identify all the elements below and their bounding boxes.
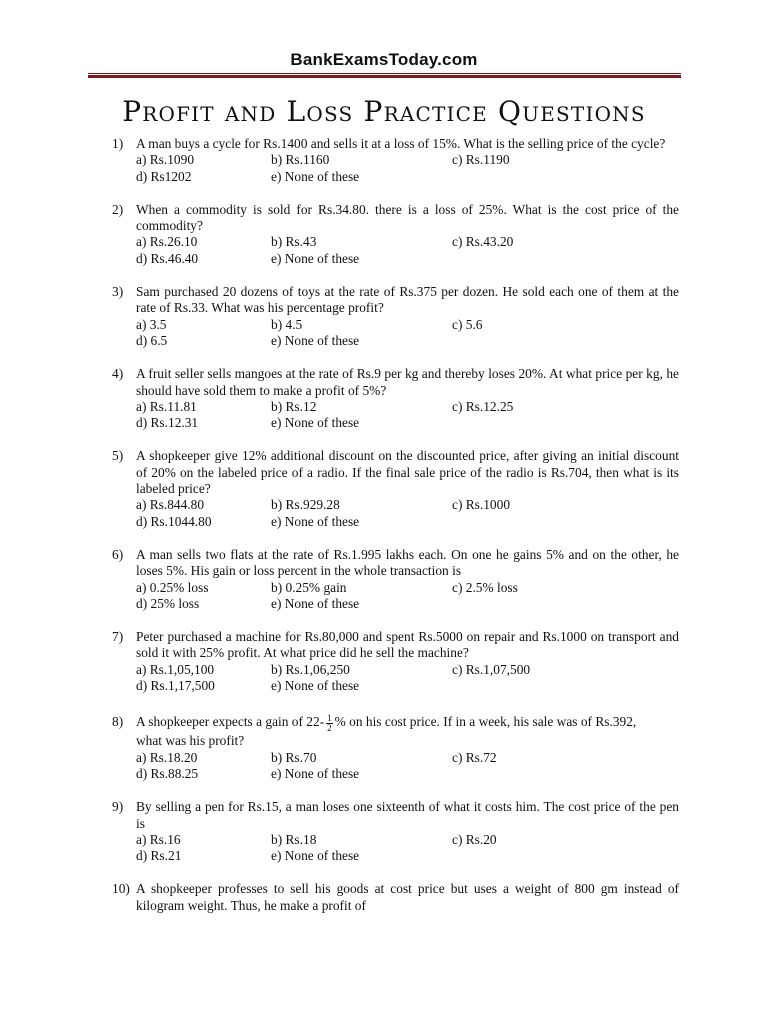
question-7 — [112, 629, 679, 694]
question-text: A shopkeeper give 12% additional discount on the discounted price, after giving an initial discount of 20% on the labeled price of a radio. If the final sale price of the radio is Rs.704, then what is its labeled price? — [136, 448, 679, 497]
option-a: a) Rs.844.80 — [136, 497, 205, 513]
fraction-denominator: 2 — [327, 722, 332, 733]
option-e: e) None of these — [271, 848, 360, 864]
question-text: A fruit seller sells mangoes at the rate of Rs.9 per kg and thereby loses 20%. At what price per kg, he should have sold them to make a profit of 5%? — [136, 366, 679, 398]
option-a: a) 0.25% loss — [136, 579, 209, 595]
option-c: c) Rs.1,07,500 — [452, 661, 531, 677]
option-b: b) Rs.1160 — [271, 152, 330, 168]
option-grid — [136, 832, 679, 865]
option-c: c) Rs.1190 — [452, 152, 510, 168]
option-e: e) None of these — [271, 513, 360, 529]
question-6 — [112, 547, 679, 612]
option-c: c) 2.5% loss — [452, 579, 518, 595]
option-grid — [136, 234, 679, 267]
question-text: A shopkeeper professes to sell his goods at cost price but uses a weight of 800 gm instead of kilogram weight. Thus, he make a profit of — [136, 881, 679, 913]
question-text: A man sells two flats at the rate of Rs.1.995 lakhs each. On one he gains 5% and on the other, he loses 5%. His gain or loss percent in the whole transaction is — [136, 546, 679, 579]
question-text-start: A shopkeeper expects a gain of 22- — [136, 714, 325, 730]
option-b: b) Rs.18 — [271, 831, 317, 847]
question-text-continued: what was his profit? — [136, 733, 245, 749]
option-d: d) 25% loss — [136, 595, 200, 611]
option-b: b) 4.5 — [271, 316, 303, 332]
option-b: b) Rs.929.28 — [271, 497, 340, 513]
question-text: A man buys a cycle for Rs.1400 and sells it at a loss of 15%. What is the selling price of the cycle? — [136, 136, 666, 151]
option-c: c) Rs.12.25 — [452, 398, 514, 414]
option-d: d) Rs.46.40 — [136, 250, 199, 266]
question-number: 6) — [112, 546, 124, 562]
question-9 — [112, 799, 679, 864]
question-number: 2) — [112, 201, 124, 217]
question-number: 10) — [112, 881, 130, 897]
question-number: 1) — [112, 136, 124, 151]
option-e: e) None of these — [271, 678, 360, 694]
option-grid — [136, 750, 679, 783]
option-d: d) Rs.88.25 — [136, 765, 199, 781]
fraction — [326, 714, 333, 733]
option-c: c) Rs.1000 — [452, 497, 511, 513]
question-text-end: % on his cost price. If in a week, his sale was of Rs.392, — [334, 714, 637, 730]
option-b: b) Rs.43 — [271, 234, 317, 250]
question-number: 4) — [112, 366, 124, 382]
option-a: a) Rs.16 — [136, 831, 181, 847]
question-text: By selling a pen for Rs.15, a man loses one sixteenth of what it costs him. The cost price of the pen is — [136, 799, 679, 831]
option-c: c) Rs.43.20 — [452, 234, 514, 250]
option-e: e) None of these — [271, 415, 360, 431]
option-d: d) Rs.21 — [136, 848, 182, 864]
option-e: e) None of these — [271, 168, 360, 184]
option-grid — [136, 399, 679, 432]
option-a: a) Rs.1090 — [136, 152, 195, 168]
option-e: e) None of these — [271, 765, 360, 781]
option-grid — [136, 152, 679, 185]
option-a: a) Rs.26.10 — [136, 234, 198, 250]
question-text: Sam purchased 20 dozens of toys at the rate of Rs.375 per dozen. He sold each one of them at the rate of Rs.33. What was his percentage profit? — [136, 284, 679, 316]
question-text: Peter purchased a machine for Rs.80,000 and spent Rs.5000 on repair and Rs.1000 on transport and sold it with 25% profit. At what price did he sell the machine? — [136, 629, 679, 661]
option-e: e) None of these — [271, 250, 360, 266]
option-a: a) 3.5 — [136, 316, 167, 332]
option-d: d) 6.5 — [136, 332, 168, 348]
header-rule-bottom — [88, 75, 681, 78]
question-3 — [112, 284, 679, 349]
option-d: d) Rs.1044.80 — [136, 513, 212, 529]
question-1 — [112, 136, 679, 185]
option-b: b) Rs.70 — [271, 749, 317, 765]
question-number: 7) — [112, 629, 124, 645]
option-c: c) Rs.20 — [452, 831, 497, 847]
question-5 — [112, 448, 679, 529]
page-title: Profit and Loss Practice Questions — [122, 95, 646, 128]
option-e: e) None of these — [271, 332, 360, 348]
option-b: b) 0.25% gain — [271, 579, 347, 595]
option-a: a) Rs.11.81 — [136, 398, 197, 414]
question-8 — [112, 711, 679, 782]
option-grid — [136, 497, 679, 530]
option-d: d) Rs.12.31 — [136, 415, 199, 431]
option-grid — [136, 317, 679, 350]
option-grid — [136, 662, 679, 695]
question-number: 9) — [112, 799, 124, 815]
fraction-numerator: 1 — [327, 712, 332, 723]
option-d: d) Rs.1,17,500 — [136, 678, 215, 694]
option-a: a) Rs.1,05,100 — [136, 661, 215, 677]
question-text: When a commodity is sold for Rs.34.80. there is a loss of 25%. What is the cost price of the commodity? — [136, 201, 679, 234]
option-c: c) Rs.72 — [452, 749, 497, 765]
header-rule-top — [88, 73, 681, 74]
question-list — [112, 136, 679, 931]
question-10 — [112, 881, 679, 914]
question-number: 5) — [112, 448, 124, 464]
question-number: 8) — [112, 714, 124, 730]
option-grid — [136, 580, 679, 613]
option-b: b) Rs.1,06,250 — [271, 661, 350, 677]
question-text — [136, 711, 679, 733]
option-c: c) 5.6 — [452, 316, 483, 332]
question-4 — [112, 366, 679, 431]
option-e: e) None of these — [271, 595, 360, 611]
option-a: a) Rs.18.20 — [136, 749, 198, 765]
site-header: BankExamsToday.com — [290, 50, 478, 69]
question-2 — [112, 202, 679, 267]
option-b: b) Rs.12 — [271, 398, 317, 414]
question-number: 3) — [112, 284, 124, 300]
option-d: d) Rs1202 — [136, 168, 192, 184]
